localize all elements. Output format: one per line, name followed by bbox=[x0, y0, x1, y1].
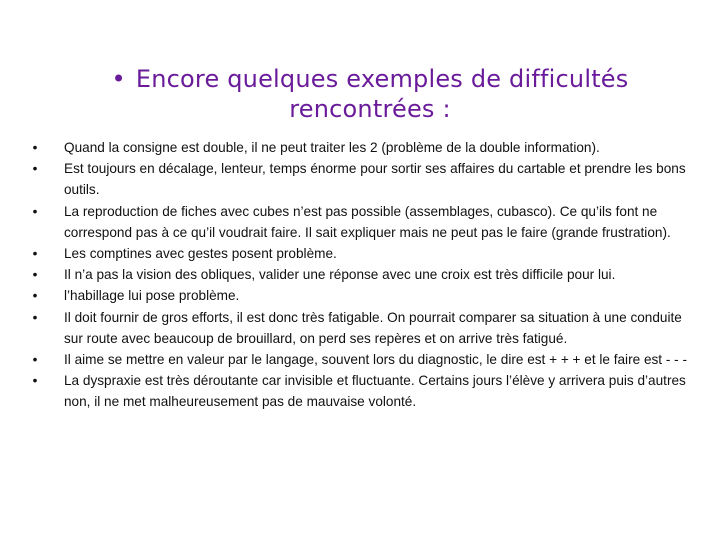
list-item-text: Il n’a pas la vision des obliques, valider une réponse avec une croix est très difficile pour lui. bbox=[64, 267, 616, 283]
title-text: Encore quelques exemples de difficultés rencontrées : bbox=[135, 65, 629, 123]
list-item-text: Est toujours en décalage, lenteur, temps énorme pour sortir ses affaires du cartable et prendre les bons outils. bbox=[64, 161, 686, 198]
list-item bbox=[30, 349, 690, 370]
list-item bbox=[30, 264, 690, 285]
list-item-text: Il doit fournir de gros efforts, il est donc très fatigable. On pourrait comparer sa situation à une conduite sur route avec beaucoup de brouillard, on perd ses repères et on arrive très fatigué. bbox=[64, 309, 682, 346]
list-item bbox=[30, 307, 690, 349]
bullet-icon: • bbox=[32, 161, 38, 177]
list-item bbox=[30, 285, 690, 306]
bullet-icon: • bbox=[32, 267, 38, 283]
bullet-icon: • bbox=[32, 373, 38, 389]
bullet-list bbox=[30, 137, 690, 413]
slide-title bbox=[60, 64, 680, 124]
list-item bbox=[30, 158, 690, 200]
list-item-text: La dyspraxie est très déroutante car invisible et fluctuante. Certains jours l’élève y arrivera puis d’autres non, il ne met malheureusement pas de mauvaise volonté. bbox=[64, 373, 686, 410]
list-item bbox=[30, 370, 690, 412]
title-bullet-icon: • bbox=[111, 65, 126, 93]
bullet-icon: • bbox=[32, 309, 38, 325]
bullet-icon: • bbox=[32, 288, 38, 304]
bullet-icon: • bbox=[32, 140, 38, 155]
list-item-text: Il aime se mettre en valeur par le langage, souvent lors du diagnostic, le dire est + + + et le faire est - - - bbox=[64, 352, 687, 368]
list-item-text: Quand la consigne est double, il ne peut traiter les 2 (problème de la double information). bbox=[64, 140, 600, 155]
list-item bbox=[30, 201, 690, 243]
list-item bbox=[30, 243, 690, 264]
list-item-text: La reproduction de fiches avec cubes n’est pas possible (assemblages, cubasco). Ce qu’ils font ne correspond pas à ce qu’il voudrait faire. Il sait expliquer mais ne peut pas le faire (grande frustration). bbox=[64, 203, 671, 240]
list-item-text: l’habillage lui pose problème. bbox=[64, 288, 240, 304]
bullet-icon: • bbox=[32, 352, 38, 368]
list-item-text: Les comptines avec gestes posent problème. bbox=[64, 246, 337, 262]
bullet-icon: • bbox=[32, 246, 38, 262]
list-item bbox=[30, 137, 690, 158]
bullet-icon: • bbox=[32, 203, 38, 219]
